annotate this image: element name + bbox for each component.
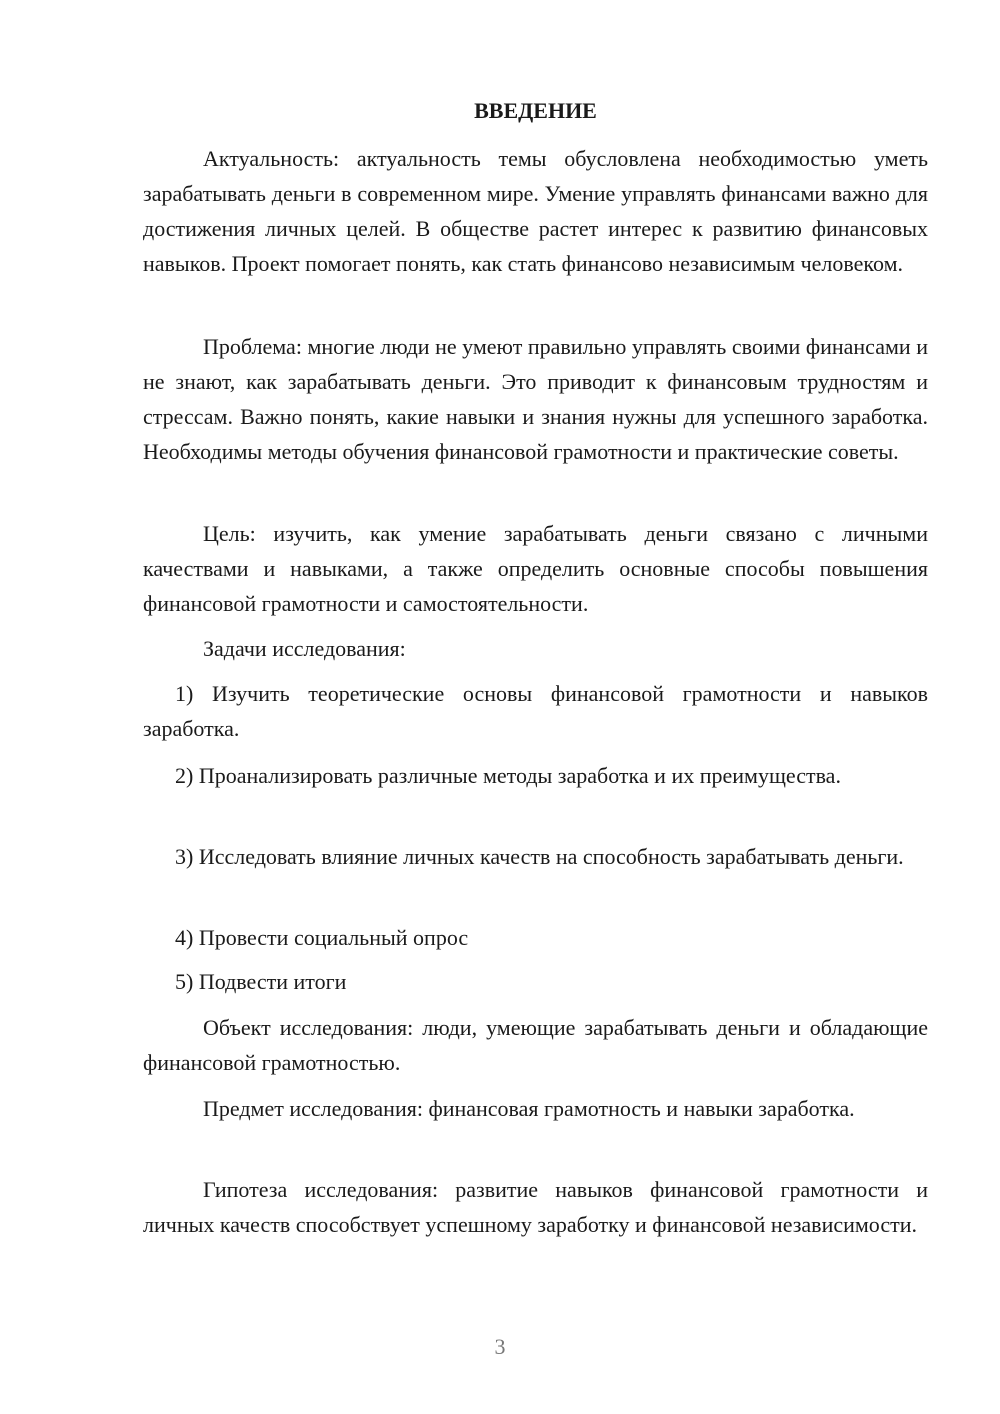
tasks-heading: Задачи исследования: — [203, 636, 406, 661]
task-item-3: 3) Исследовать влияние личных качеств на способность зарабатывать деньги. — [175, 844, 904, 869]
hypothesis-paragraph: Гипотеза исследования: развитие навыков финансовой грамотности и личных качеств способствует успешному заработку и финансовой независимости. — [143, 1177, 928, 1237]
subject-paragraph: Предмет исследования: финансовая грамотность и навыки заработка. — [203, 1096, 855, 1121]
goal-paragraph: Цель: изучить, как умение зарабатывать деньги связано с личными качествами и навыками, а также определить основные способы повышения финансовой грамотности и самостоятельности. — [143, 521, 928, 616]
page-number: 3 — [494, 1334, 506, 1359]
relevance-paragraph: Актуальность: актуальность темы обусловлена необходимостью уметь зарабатывать деньги в современном мире. Умение управлять финансами важно для достижения личных целей. В обществе растет интерес к развитию финансовых навыков. Проект помогает понять, как стать финансово независимым человеком. — [143, 146, 928, 276]
task-item-4: 4) Провести социальный опрос — [175, 925, 469, 950]
problem-paragraph: Проблема: многие люди не умеют правильно управлять своими финансами и не знают, как зарабатывать деньги. Это приводит к финансовым трудностям и стрессам. Важно понять, какие навыки и знания нужны для успешного заработка. Необходимы методы обучения финансовой грамотности и практические советы. — [143, 334, 928, 464]
task-item-1: 1) Изучить теоретические основы финансовой грамотности и навыков заработка. — [143, 681, 928, 741]
task-item-2: 2) Проанализировать различные методы заработка и их преимущества. — [175, 763, 841, 788]
task-item-5: 5) Подвести итоги — [175, 969, 347, 994]
section-title: ВВЕДЕНИЕ — [474, 98, 597, 123]
object-paragraph: Объект исследования: люди, умеющие зарабатывать деньги и обладающие финансовой грамотностью. — [143, 1015, 928, 1075]
